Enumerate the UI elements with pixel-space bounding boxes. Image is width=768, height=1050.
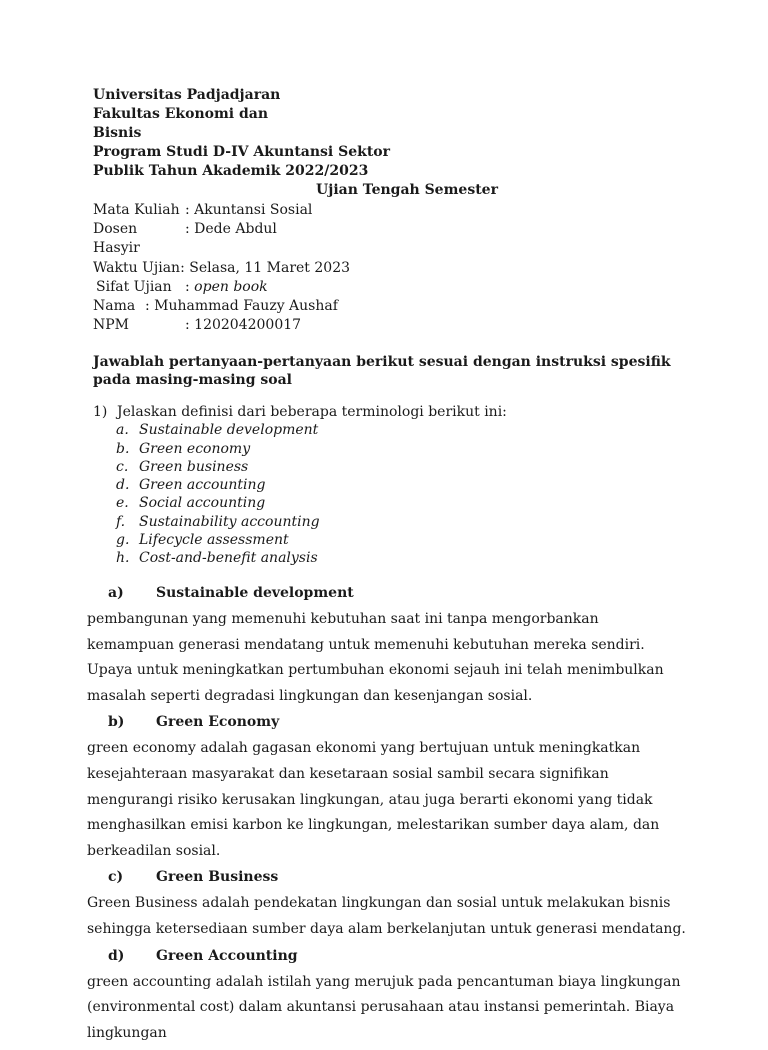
list-item: b. Green economy <box>116 440 251 457</box>
info-row-npm <box>93 316 350 335</box>
list-item: d. Green accounting <box>116 477 266 494</box>
student-name-label: Nama <box>93 298 136 315</box>
answer-heading-a: a) Sustainable development <box>108 585 354 601</box>
answer-heading-b: b) Green Economy <box>108 714 280 731</box>
exam-type-value: open book <box>194 278 268 295</box>
answer-text-b: green economy adalah gagasan ekonomi yang bertujuan untuk meningkatkan kesejahteraan masyarakat dan kesetaraan sosial sambil secara signifikan mengurangi risiko kerusakan lingkungan, atau juga berarti ekonomi yang tidak menghasilkan emisi karbon ke lingkungan, melestarikan sumber daya alam, dan berkeadilan sosial. <box>87 740 660 859</box>
document-header <box>93 86 390 181</box>
info-row-course <box>93 201 350 220</box>
answer-heading-c: c) Green Business <box>108 869 279 886</box>
academic-year: Publik Tahun Akademik 2022/2023 <box>93 163 369 179</box>
lecturer-value: : Dede Abdul <box>185 221 277 238</box>
info-row-lecturer <box>93 220 350 239</box>
exam-time: Waktu Ujian: Selasa, 11 Maret 2023 <box>93 259 351 276</box>
info-row-type <box>93 278 350 297</box>
list-item: e. Social accounting <box>116 495 266 512</box>
answers-section <box>87 584 687 1050</box>
student-name-value: : Muhammad Fauzy Aushaf <box>145 298 338 315</box>
faculty-name: Fakultas Ekonomi dan <box>93 106 269 122</box>
lecturer-value-cont: Hasyir <box>93 240 140 257</box>
faculty-name-cont: Bisnis <box>93 125 142 141</box>
question-text: Jelaskan definisi dari beberapa terminologi berikut ini: <box>117 404 507 420</box>
question-number: 1) <box>93 404 108 420</box>
answer-text-d: green accounting adalah istilah yang merujuk pada pencantuman biaya lingkungan (environmental cost) dalam akuntansi perusahaan atau instansi pemerintah. Biaya lingkungan <box>87 973 681 1041</box>
lecturer-label: Dosen <box>93 221 138 238</box>
exam-type-label: Sifat Ujian <box>96 278 172 295</box>
question-1-stem <box>93 403 693 421</box>
answer-heading-d: d) Green Accounting <box>108 947 298 964</box>
answer-text-c: Green Business adalah pendekatan lingkungan dan sosial untuk melakukan bisnis sehingga ketersediaan sumber daya alam berkelanjutan untuk generasi mendatang. <box>87 895 686 937</box>
list-item: f. Sustainability accounting <box>116 513 320 530</box>
list-item: h. Cost-and-benefit analysis <box>116 550 318 567</box>
exam-info <box>93 201 350 335</box>
exam-title: Ujian Tengah Semester <box>316 182 498 198</box>
exam-type-sep: : <box>185 278 195 295</box>
university-name: Universitas Padjadjaran <box>93 87 281 103</box>
course-value: : Akuntansi Sosial <box>185 202 313 218</box>
instruction-text: Jawablah pertanyaan-pertanyaan berikut sesuai dengan instruksi spesifik pada masing-masing soal <box>93 354 671 388</box>
npm-label: NPM <box>93 317 130 334</box>
program-name: Program Studi D-IV Akuntansi Sektor <box>93 144 391 160</box>
list-item: c. Green business <box>116 458 249 475</box>
answer-text-a: pembangunan yang memenuhi kebutuhan saat ini tanpa mengorbankan kemampuan generasi mendatang untuk memenuhi kebutuhan mereka sendiri. Upaya untuk meningkatkan pertumbuhan ekonomi sejauh ini telah menimbulkan masalah seperti degradasi lingkungan dan kesenjangan sosial. <box>87 611 664 704</box>
question-1 <box>93 403 693 568</box>
term-list <box>93 421 693 567</box>
course-label: Mata Kuliah <box>93 202 180 218</box>
list-item: g. Lifecycle assessment <box>116 532 289 549</box>
info-row-name <box>93 297 350 316</box>
list-item: a. Sustainable development <box>116 422 319 439</box>
npm-value: : 120204200017 <box>185 317 302 334</box>
